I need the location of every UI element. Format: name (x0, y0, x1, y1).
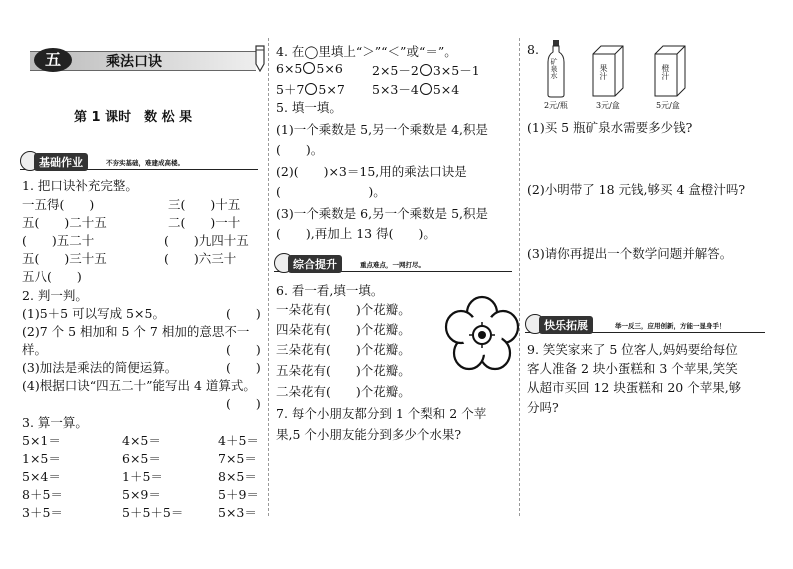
q3-cell: 5＋5＋5＝ (122, 505, 184, 520)
q4-left: 2×5－2 (372, 63, 419, 78)
q2-answer: ( ) (226, 396, 261, 411)
q2-item: 样。 (22, 342, 48, 357)
q3-cell: 4＋5＝ (218, 433, 259, 448)
section-banner-extension (525, 316, 765, 336)
product-price: 5元/盒 (656, 101, 680, 110)
q6-line: 四朵花有( )个花瓣。 (276, 322, 411, 337)
q6-line: 三朵花有( )个花瓣。 (276, 342, 411, 357)
q4-compare-row (276, 61, 343, 76)
q9-line: 客人准备 2 块小蛋糕和 3 个苹果,笑笑 (527, 361, 738, 376)
q2-title: 2. 判一判。 (22, 288, 88, 303)
section-title: 基础作业 (34, 153, 88, 171)
product-label: 矿泉水 (550, 58, 558, 79)
compare-circle[interactable] (303, 62, 315, 74)
chapter-badge: 五 (34, 48, 72, 72)
section-banner-basic (20, 153, 258, 173)
column-divider (268, 38, 269, 516)
chapter-header (30, 48, 256, 74)
q5-line: (3)一个乘数是 6,另一个乘数是 5,积是 (276, 206, 489, 221)
q3-cell: 8＋5＝ (22, 487, 63, 502)
q4-right: 5×6 (316, 61, 343, 76)
q3-cell: 8×5＝ (218, 469, 257, 484)
q6-title: 6. 看一看,填一填。 (276, 283, 384, 298)
q1-item: 二( )一十 (168, 215, 241, 230)
q5-line: ( )。 (276, 142, 324, 157)
q9-line: 从超市买回 12 块蛋糕和 20 个苹果,够 (527, 380, 742, 395)
q9-line: 9. 笑笑家来了 5 位客人,妈妈要给每位 (527, 342, 738, 357)
q2-item: (4)根据口诀“四五二十”能写出 4 道算式。 (22, 378, 256, 393)
q1-item: 三( )十五 (168, 197, 241, 212)
q7-line: 果,5 个小朋友能分到多少个水果? (276, 427, 462, 442)
product-price: 2元/瓶 (544, 101, 568, 110)
q3-cell: 4×5＝ (122, 433, 161, 448)
q4-left: 5＋7 (276, 82, 305, 97)
section-motto: 举一反三，应用创新，方能一显身手！ (615, 322, 726, 330)
q5-line: ( ),再加上 13 得( )。 (276, 226, 436, 241)
q5-line: (1)一个乘数是 5,另一个乘数是 4,积是 (276, 122, 489, 137)
q6-line: 一朵花有( )个花瓣。 (276, 302, 411, 317)
q5-title: 5. 填一填。 (276, 100, 342, 115)
product-price: 3元/盒 (596, 101, 620, 110)
compare-circle[interactable] (420, 83, 432, 95)
q5-line: ( )。 (276, 184, 386, 199)
q3-cell: 7×5＝ (218, 451, 257, 466)
flower-icon (440, 294, 524, 376)
q3-cell: 5×4＝ (22, 469, 61, 484)
q4-compare-row (372, 80, 459, 98)
q2-answer: ( ) (226, 306, 261, 321)
q4-compare-row (372, 61, 480, 79)
q8-question: (2)小明带了 18 元钱,够买 4 盒橙汁吗? (527, 182, 746, 197)
compare-circle[interactable] (305, 83, 317, 95)
q1-item: ( )九四十五 (164, 233, 249, 248)
column-divider (519, 38, 520, 516)
chapter-title: 乘法口诀 (106, 54, 162, 70)
q3-cell: 6×5＝ (122, 451, 161, 466)
q8-question: (1)买 5 瓶矿泉水需要多少钱? (527, 120, 693, 135)
q3-cell: 5×1＝ (22, 433, 61, 448)
q4-compare-row (276, 80, 345, 98)
q3-cell: 1×5＝ (22, 451, 61, 466)
q2-answer: ( ) (226, 342, 261, 357)
q1-item: ( )五二十 (22, 233, 95, 248)
q1-item: 五( )三十五 (22, 251, 107, 266)
q6-line: 二朵花有( )个花瓣。 (276, 384, 411, 399)
q3-title: 3. 算一算。 (22, 415, 88, 430)
pencil-icon (252, 44, 268, 72)
q4-left: 6×5 (276, 61, 303, 76)
q2-item: (1)5＋5 可以写成 5×5。 (22, 306, 165, 321)
q1-item: ( )六三十 (164, 251, 237, 266)
q4-title: 4. 在◯里填上“＞”“＜”或“＝”。 (276, 44, 457, 59)
q3-cell: 1＋5＝ (122, 469, 163, 484)
q1-item: 五( )二十五 (22, 215, 107, 230)
q3-cell: 5×9＝ (122, 487, 161, 502)
q8-question: (3)请你再提出一个数学问题并解答。 (527, 246, 733, 261)
q4-right: 3×5－1 (432, 63, 480, 78)
section-banner-comprehensive (274, 255, 512, 275)
q8-number: 8. (527, 42, 539, 57)
q2-item: (3)加法是乘法的简便运算。 (22, 360, 178, 375)
q4-right: 5×4 (432, 82, 460, 97)
q1-item: 五八( ) (22, 269, 82, 284)
section-title: 快乐拓展 (539, 316, 593, 334)
product-label: 橙汁 (661, 64, 670, 80)
lesson-title: 第 1 课时 数 松 果 (74, 110, 193, 125)
q6-line: 五朵花有( )个花瓣。 (276, 363, 411, 378)
section-motto: 不夯实基础，难建成高楼。 (106, 159, 184, 167)
q4-right: 5×7 (318, 82, 345, 97)
q1-item: 一五得( ) (22, 197, 95, 212)
compare-circle[interactable] (420, 64, 432, 76)
product-label: 果汁 (599, 64, 608, 80)
q5-line: (2)( )×3＝15,用的乘法口诀是 (276, 164, 467, 179)
q9-line: 分吗? (527, 400, 559, 415)
q7-line: 7. 每个小朋友都分到 1 个梨和 2 个苹 (276, 406, 487, 421)
q3-cell: 3＋5＝ (22, 505, 63, 520)
section-motto: 重点难点，一网打尽。 (360, 261, 425, 269)
q4-left: 5×3－4 (372, 82, 419, 97)
q2-item: (2)7 个 5 相加和 5 个 7 相加的意思不一 (22, 324, 250, 339)
q1-title: 1. 把口诀补充完整。 (22, 178, 138, 193)
section-title: 综合提升 (288, 255, 342, 273)
q3-cell: 5＋9＝ (218, 487, 259, 502)
q3-cell: 5×3＝ (218, 505, 257, 520)
q2-answer: ( ) (226, 360, 261, 375)
